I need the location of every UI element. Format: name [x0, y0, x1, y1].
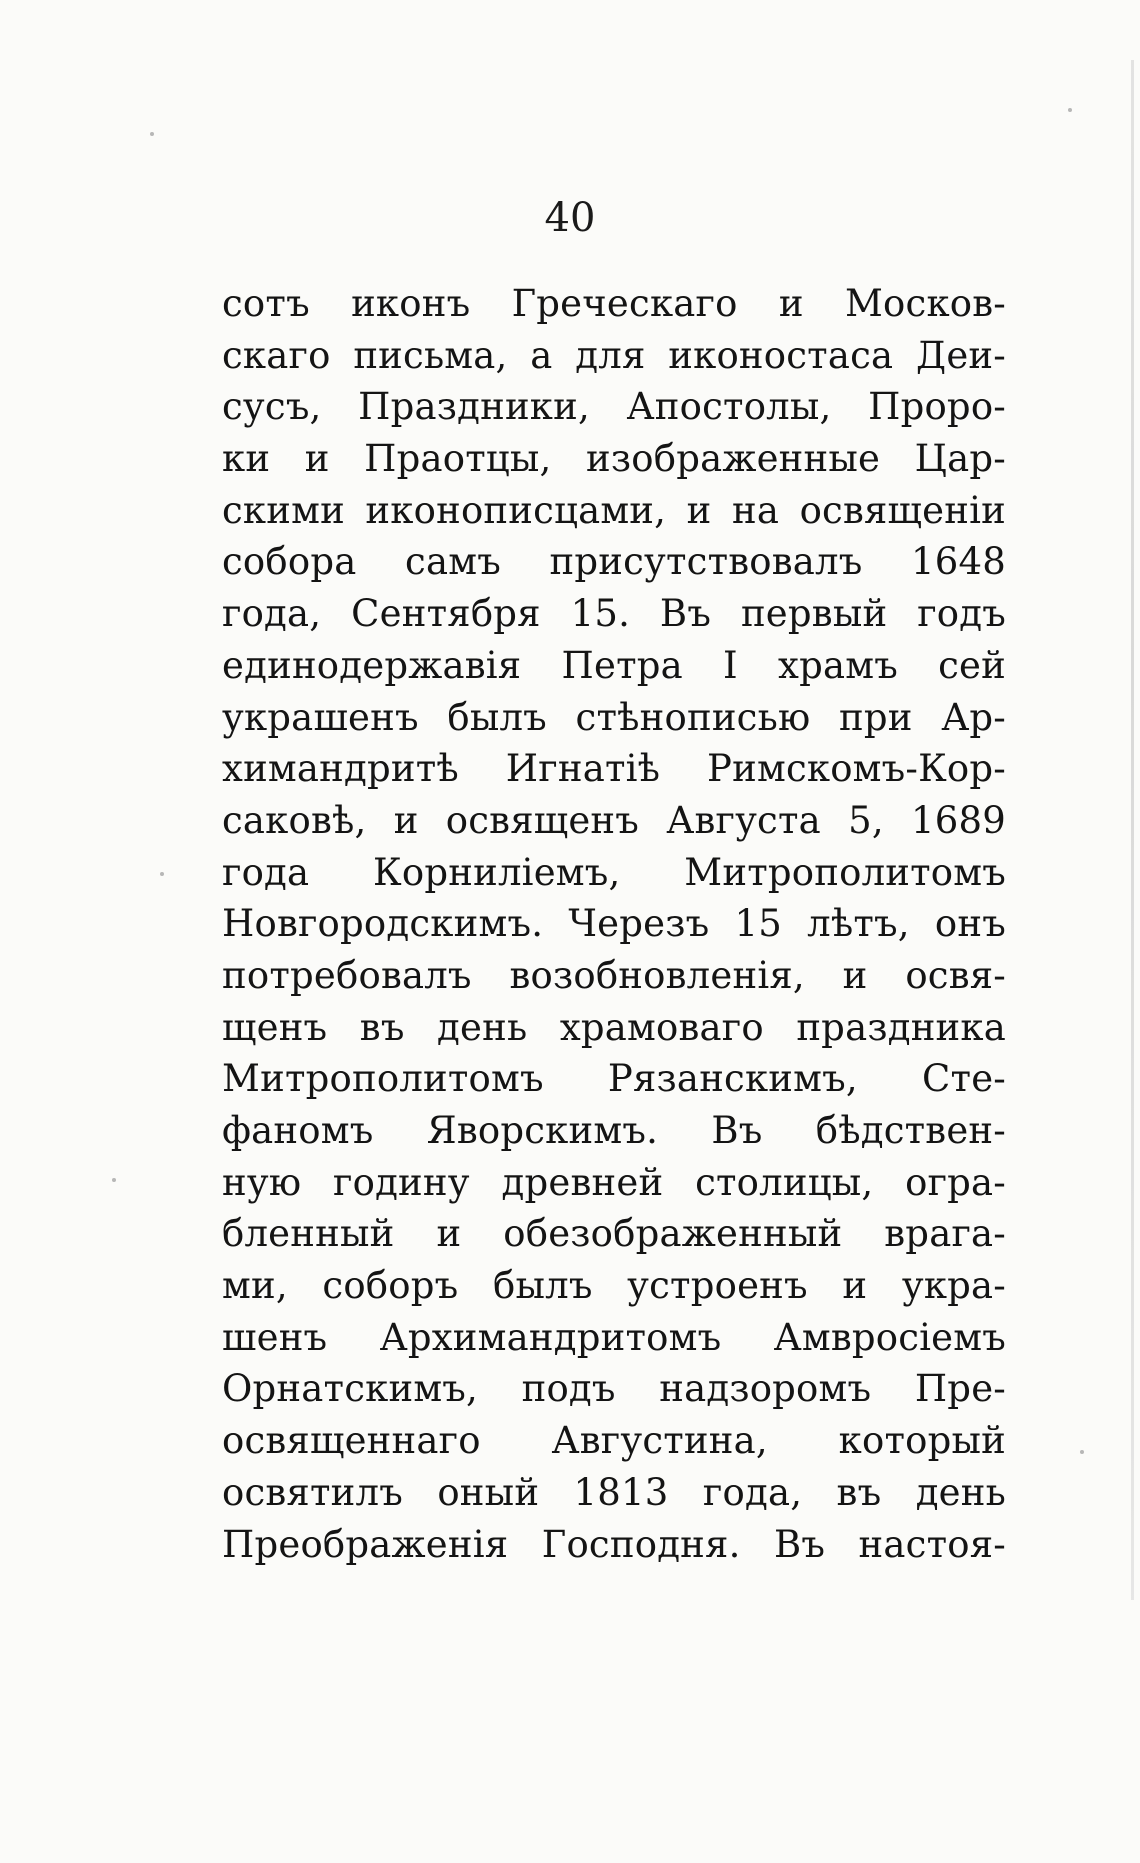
text-line: освященнаго Августина, который [222, 1419, 1006, 1463]
text-line: Орнатскимъ, подъ надзоромъ Пре- [222, 1367, 1006, 1411]
text-line: саковѣ, и освященъ Августа 5, 1689 [222, 798, 1006, 842]
text-line: ную годину древней столицы, огра- [222, 1160, 1006, 1204]
paper-speck [150, 132, 154, 136]
text-line: ми, соборъ былъ устроенъ и укра- [222, 1264, 1006, 1308]
body-text [222, 278, 1006, 1570]
text-line: химандритѣ Игнатіѣ Римскомъ-Кор- [222, 747, 1006, 791]
text-line: бленный и обезображенный врага- [222, 1212, 1006, 1256]
text-line: шенъ Архимандритомъ Амвросіемъ [222, 1315, 1006, 1359]
page-edge-shadow [1131, 60, 1134, 1600]
paper-speck [160, 872, 164, 876]
text-line: года Корниліемъ, Митрополитомъ [222, 850, 1006, 894]
text-line: щенъ въ день храмоваго праздника [222, 1005, 1006, 1049]
text-line: украшенъ былъ стѣнописью при Ар- [222, 695, 1006, 739]
text-line: скими иконописцами, и на освященіи [222, 488, 1006, 532]
text-line: единодержавія Петра I храмъ сей [222, 643, 1006, 687]
paper-speck [1080, 1450, 1084, 1454]
text-line: фаномъ Яворскимъ. Въ бѣдствен- [222, 1109, 1006, 1152]
text-line: собора самъ присутствовалъ 1648 [222, 540, 1006, 584]
text-line: Преображенія Господня. Въ настоя- [222, 1522, 1006, 1566]
paper-speck [1068, 108, 1072, 112]
text-line: сотъ иконъ Греческаго и Москов- [222, 282, 1006, 325]
paper-speck [112, 1178, 116, 1182]
page-number: 40 [544, 195, 596, 241]
text-line: скаго письма, а для иконостаса Деи- [222, 333, 1006, 377]
text-line: года, Сентября 15. Въ первый годъ [222, 592, 1006, 636]
text-line: ки и Праотцы, изображенные Цар- [222, 437, 1006, 481]
text-line: Митрополитомъ Рязанскимъ, Сте- [222, 1057, 1006, 1101]
text-line: Новгородскимъ. Черезъ 15 лѣтъ, онъ [222, 902, 1006, 946]
text-line: освятилъ оный 1813 года, въ день [222, 1470, 1006, 1514]
text-line: сусъ, Праздники, Апостолы, Проро- [222, 385, 1006, 429]
text-line: потребовалъ возобновленія, и освя- [222, 953, 1006, 997]
